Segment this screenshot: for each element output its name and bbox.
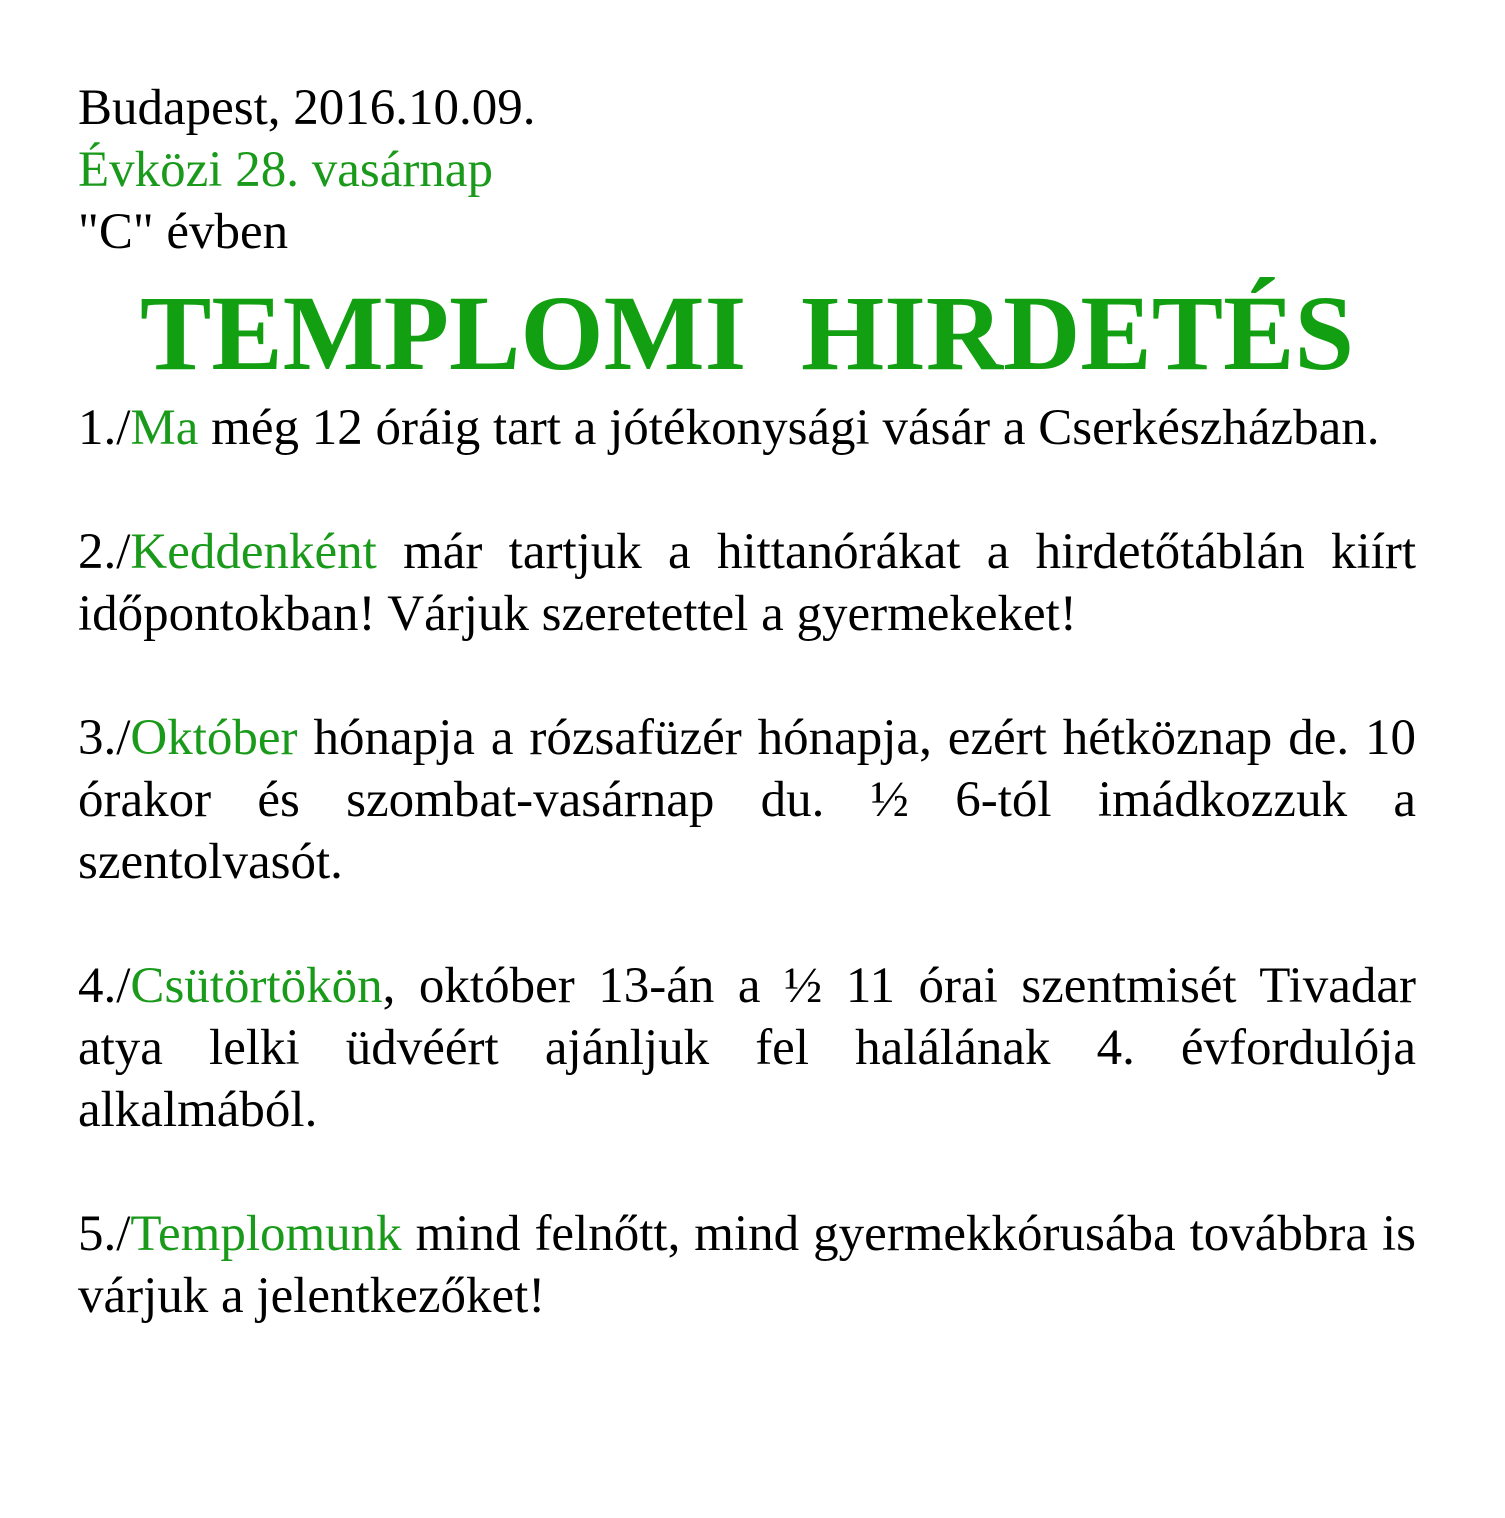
announcement-item-3 [78, 707, 1416, 893]
item-number: 4./ [78, 958, 131, 1014]
item-text: mind felnőtt, mind gyermekkórusába továbbra is várjuk a jelentkezőket! [78, 1206, 1416, 1324]
item-keyword: Ma [130, 400, 199, 456]
liturgical-day: Évközi 28. vasárnap [78, 142, 493, 198]
announcement-item-5 [78, 1203, 1416, 1327]
item-keyword: Keddenként [130, 524, 377, 580]
item-keyword: Október [130, 710, 298, 766]
item-number: 2./ [78, 524, 131, 580]
item-text: még 12 óráig tart a jótékonysági vásár a Cserkészházban. [198, 400, 1380, 456]
announcement-item-1 [78, 397, 1416, 459]
item-number: 5./ [78, 1206, 131, 1262]
item-text: már tartjuk a hittanórákat a hirdetőtáblán kiírt időpontokban! Várjuk szeretettel a gyermekeket! [78, 524, 1416, 642]
item-text: , október 13-án a ½ 11 órai szentmisét Tivadar atya lelki üdvéért ajánljuk fel halálának 4. évfordulója alkalmából. [78, 958, 1416, 1138]
item-number: 1./ [78, 400, 131, 456]
announcement-page [78, 77, 1416, 1389]
item-text: hónapja a rózsafüzér hónapja, ezért hétköznap de. 10 órakor és szombat-vasárnap du. ½ 6-tól imádkozzuk a szentolvasót. [78, 710, 1416, 890]
announcement-item-2 [78, 521, 1416, 645]
announcement-item-4 [78, 955, 1416, 1141]
place-date: Budapest, 2016.10.09. [78, 80, 536, 136]
item-keyword: Templomunk [130, 1206, 402, 1262]
page-title: TEMPLOMI HIRDETÉS [139, 275, 1355, 393]
item-number: 3./ [78, 710, 131, 766]
year-cycle: "C" évben [78, 204, 289, 260]
item-keyword: Csütörtökön [130, 958, 383, 1014]
